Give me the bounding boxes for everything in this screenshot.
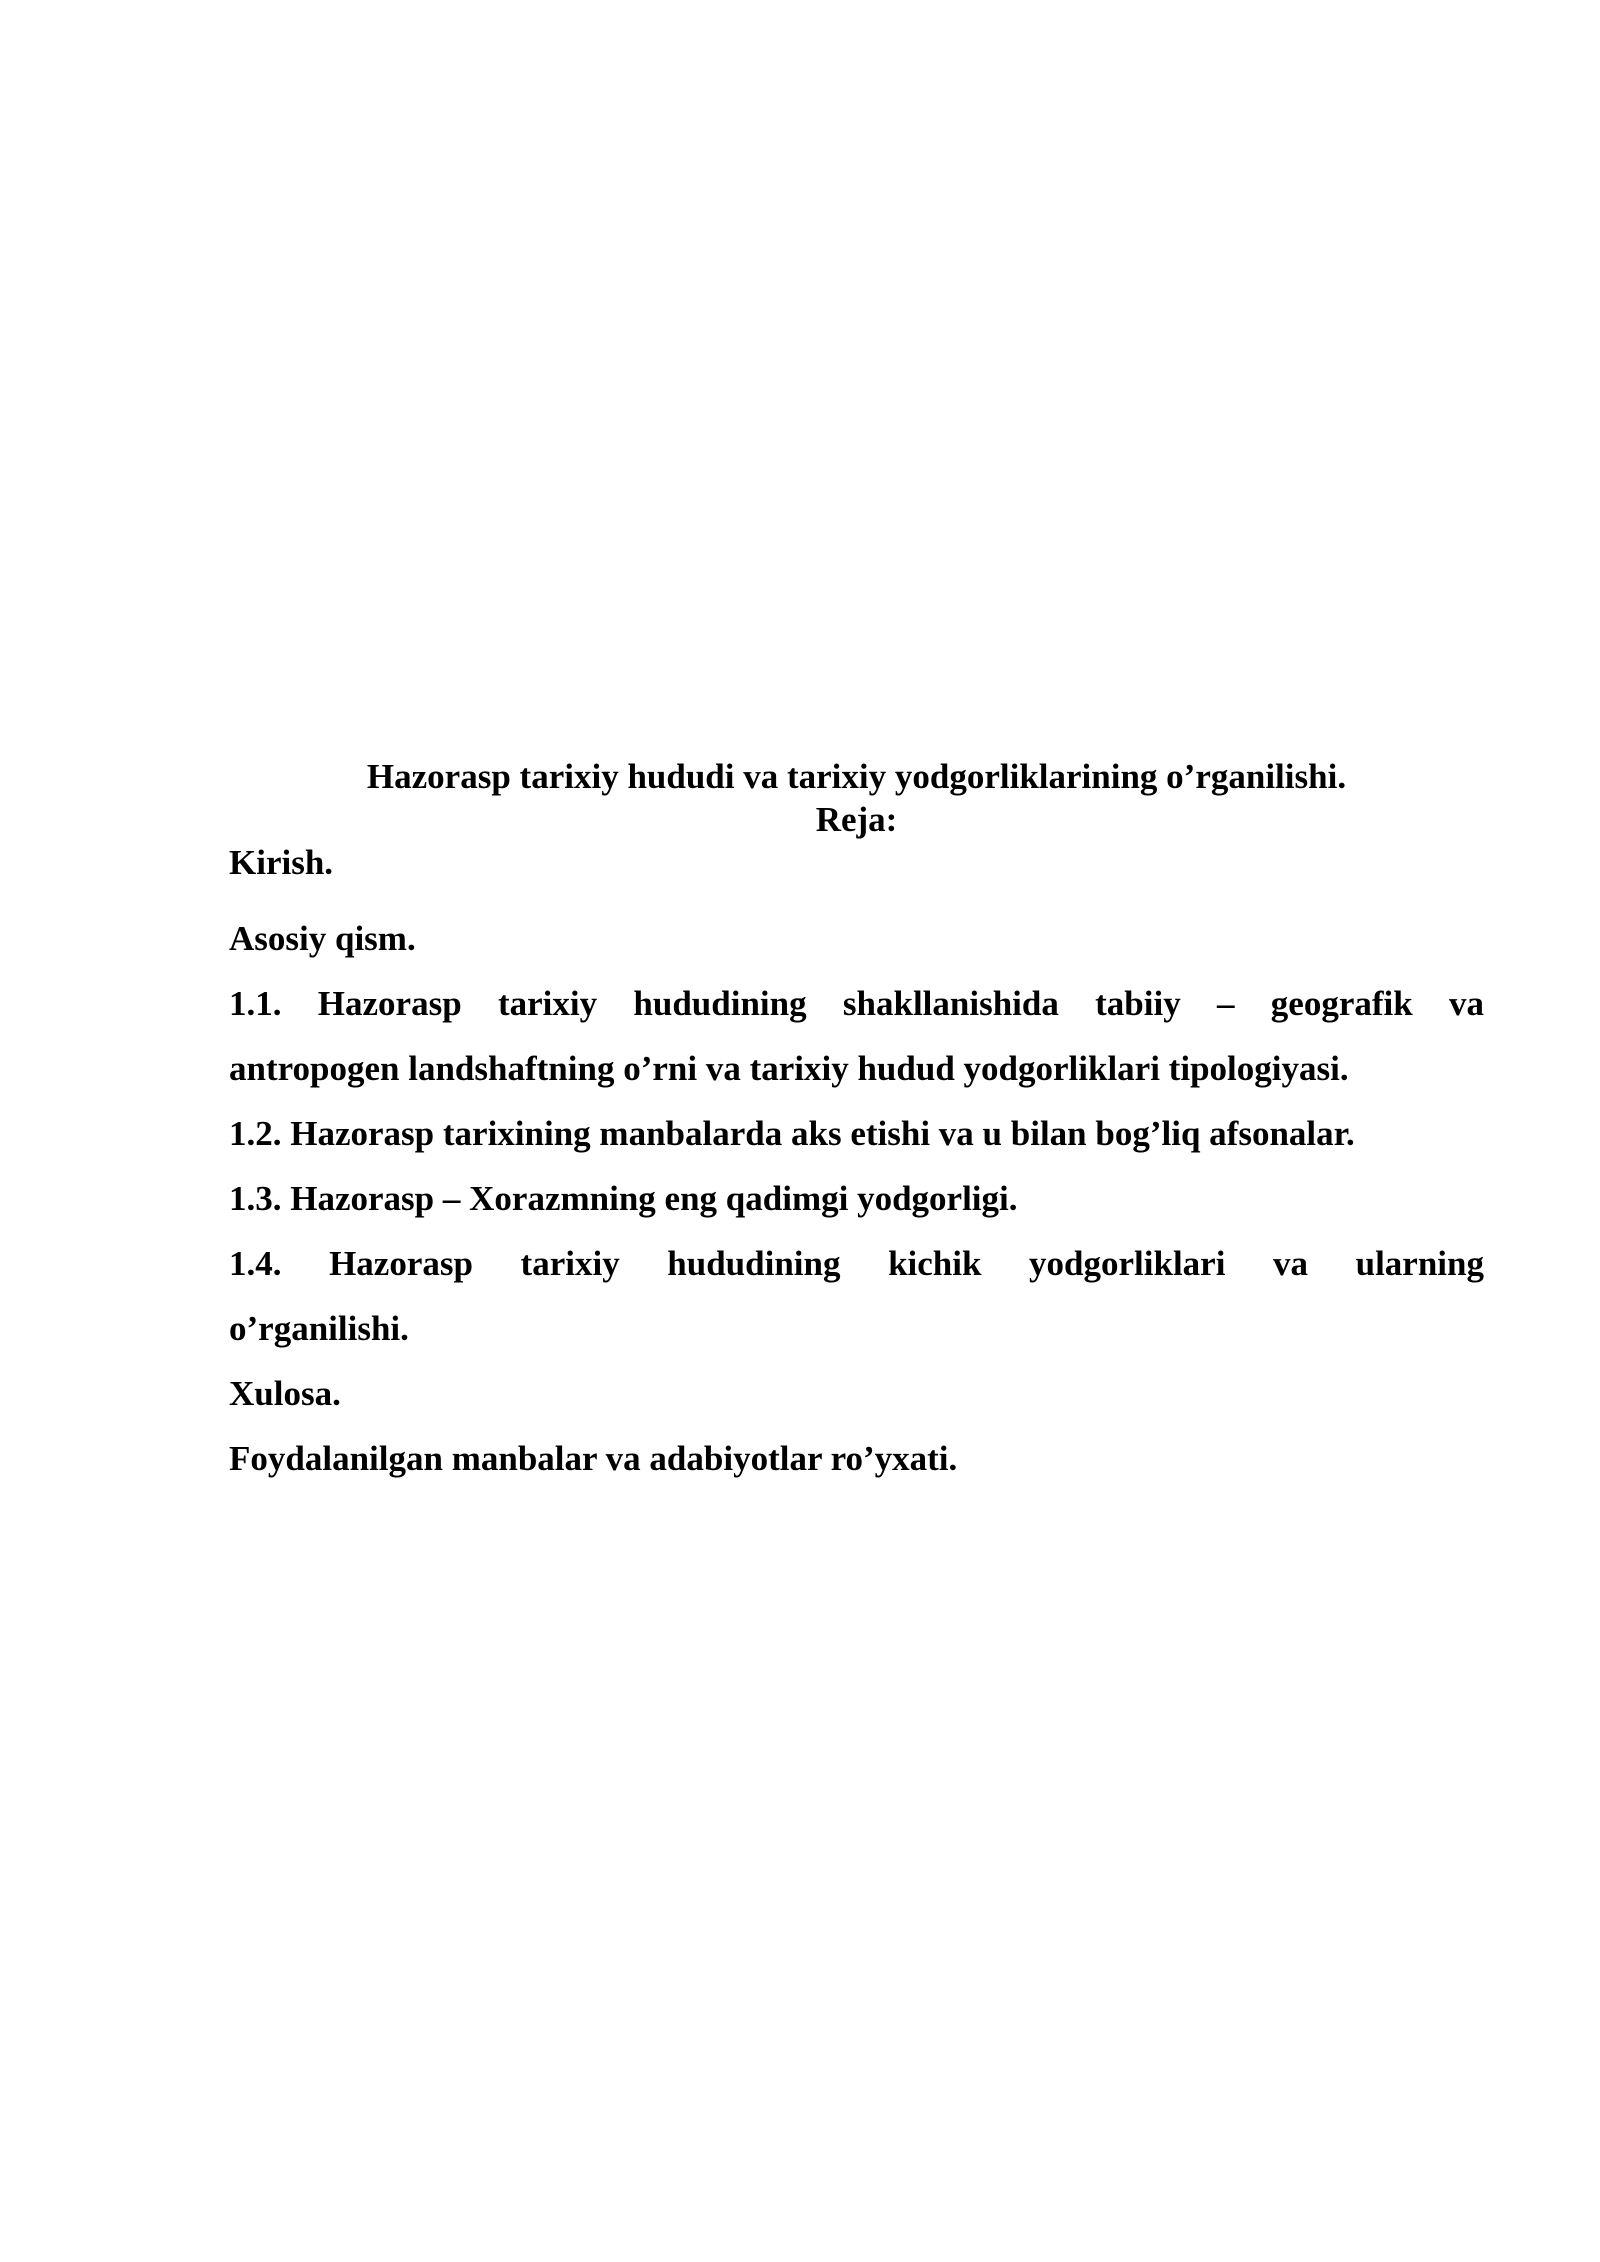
plan-heading: Reja: <box>815 800 898 839</box>
toc-item-kirish: Kirish. <box>229 843 334 882</box>
toc-item-1-1-line2: antropogen landshaftning o’rni va tarixiy hudud yodgorliklari tipologiyasi. <box>229 1049 1349 1088</box>
toc-item-1-4 <box>229 1231 1484 1361</box>
toc-item-1-1-line1: 1.1. Hazorasp tarixiy hududining shakllanishida tabiiy – geografik va <box>229 984 1484 1023</box>
document-content <box>229 755 1484 1491</box>
toc-item-1-4-line2: o’rganilishi. <box>229 1309 409 1348</box>
toc-item-xulosa: Xulosa. <box>229 1374 341 1413</box>
document-title: Hazorasp tarixiy hududi va tarixiy yodgorliklarining o’rganilishi. <box>366 757 1347 796</box>
toc-item-1-4-line1: 1.4. Hazorasp tarixiy hududining kichik yodgorliklari va ularning <box>229 1244 1484 1283</box>
toc-item-1-2: 1.2. Hazorasp tarixining manbalarda aks etishi va u bilan bog’liq afsonalar. <box>229 1114 1355 1153</box>
toc-item-asosiy-qism: Asosiy qism. <box>229 919 416 958</box>
toc-item-1-1 <box>229 971 1484 1101</box>
toc-item-1-3: 1.3. Hazorasp – Xorazmning eng qadimgi yodgorligi. <box>229 1179 1018 1218</box>
table-of-contents <box>229 841 1484 1491</box>
toc-item-references: Foydalanilgan manbalar va adabiyotlar ro’yxati. <box>229 1439 958 1478</box>
